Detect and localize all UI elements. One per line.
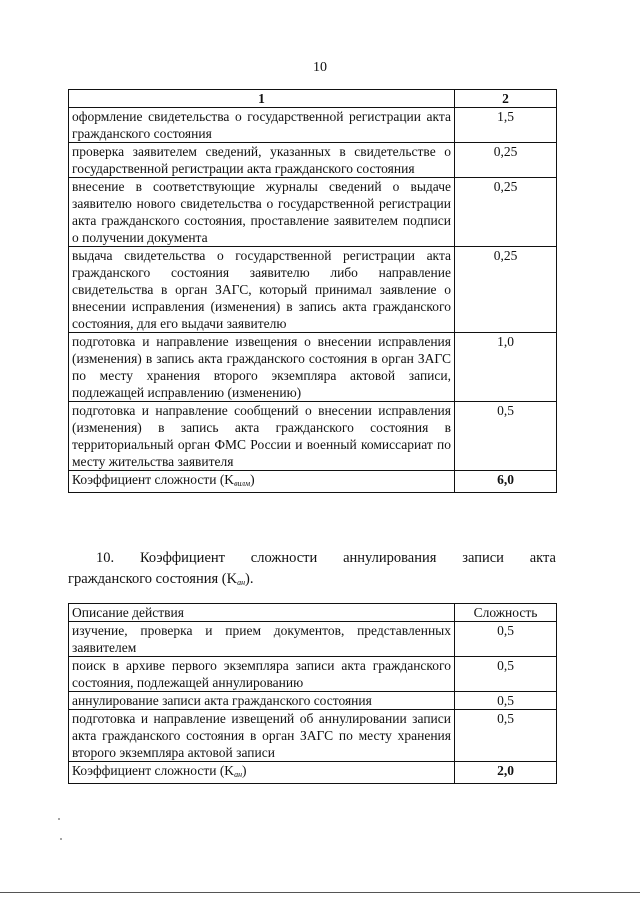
table-row	[69, 622, 557, 657]
coefficient-subscript: ан	[234, 770, 243, 779]
column-header-complexity: Сложность	[455, 604, 557, 622]
scan-speck	[58, 818, 60, 820]
action-description: подготовка и направление сообщений о внесении исправления (изменения) в запись акта гражданского состояния в территориальный орган ФМС России и военный комиссариат по месту жительства заявителя	[69, 402, 455, 471]
table-header-row	[69, 90, 557, 108]
complexity-value: 0,5	[455, 402, 557, 471]
table-row	[69, 247, 557, 333]
table-row	[69, 692, 557, 710]
table-row	[69, 143, 557, 178]
table-header-row	[69, 604, 557, 622]
page-number: 10	[313, 60, 327, 75]
total-row	[69, 471, 557, 493]
complexity-value: 0,5	[455, 692, 557, 710]
paragraph-line-1: 10. Коэффициент сложности аннулирования записи акта	[96, 550, 556, 566]
table-row	[69, 710, 557, 762]
complexity-value: 1,5	[455, 108, 557, 143]
complexity-value: 0,5	[455, 657, 557, 692]
scan-edge-line	[0, 892, 640, 893]
action-description: подготовка и направление извещений об аннулировании записи акта гражданского состояния в орган ЗАГС по месту хранения второго экземпляра актовой записи	[69, 710, 455, 762]
total-row	[69, 762, 557, 784]
total-label: Коэффициент сложности $(K_{вилм})$	[69, 471, 455, 493]
complexity-table-annulment	[68, 603, 557, 784]
table-row	[69, 108, 557, 143]
action-description: поиск в архиве первого экземпляра записи акта гражданского состояния, подлежащей аннулированию	[69, 657, 455, 692]
total-value: 6,0	[455, 471, 557, 493]
action-description: внесение в соответствующие журналы сведений о выдаче заявителю нового свидетельства о государственной регистрации акта гражданского состояния, проставление заявителем подписи о получении документа	[69, 178, 455, 247]
complexity-value: 0,25	[455, 178, 557, 247]
section-paragraph	[68, 548, 556, 593]
column-header-1: 1	[69, 90, 455, 108]
coefficient-subscript: вилм	[234, 479, 251, 488]
action-description: подготовка и направление извещения о внесении исправления (изменения) в запись акта гражданского состояния в орган ЗАГС по месту хранения второго экземпляра актовой записи, подлежащей исправлению (изменению)	[69, 333, 455, 402]
complexity-value: 1,0	[455, 333, 557, 402]
table-row	[69, 657, 557, 692]
complexity-table-correction	[68, 89, 557, 493]
complexity-value: 0,5	[455, 622, 557, 657]
action-description: выдача свидетельства о государственной регистрации акта гражданского состояния заявителю либо направление свидетельства в орган ЗАГС, который принимал заявление о внесении исправления (изменения) в запись акта гражданского состояния, для его выдачи заявителю	[69, 247, 455, 333]
column-header-2: 2	[455, 90, 557, 108]
action-description: изучение, проверка и прием документов, представленных заявителем	[69, 622, 455, 657]
total-label: Коэффициент сложности $(K_{ан})$	[69, 762, 455, 784]
column-header-description: Описание действия	[69, 604, 455, 622]
paragraph-line-2: гражданского состояния $(K_{ан})$.	[68, 571, 254, 587]
complexity-value: 0,5	[455, 710, 557, 762]
table-row	[69, 333, 557, 402]
table-row	[69, 402, 557, 471]
total-value: 2,0	[455, 762, 557, 784]
table-row	[69, 178, 557, 247]
action-description: аннулирование записи акта гражданского состояния	[69, 692, 455, 710]
coefficient-subscript: ан	[237, 578, 246, 587]
action-description: проверка заявителем сведений, указанных в свидетельстве о государственной регистрации акта гражданского состояния	[69, 143, 455, 178]
scan-speck	[60, 838, 62, 840]
action-description: оформление свидетельства о государственной регистрации акта гражданского состояния	[69, 108, 455, 143]
complexity-value: 0,25	[455, 143, 557, 178]
complexity-value: 0,25	[455, 247, 557, 333]
